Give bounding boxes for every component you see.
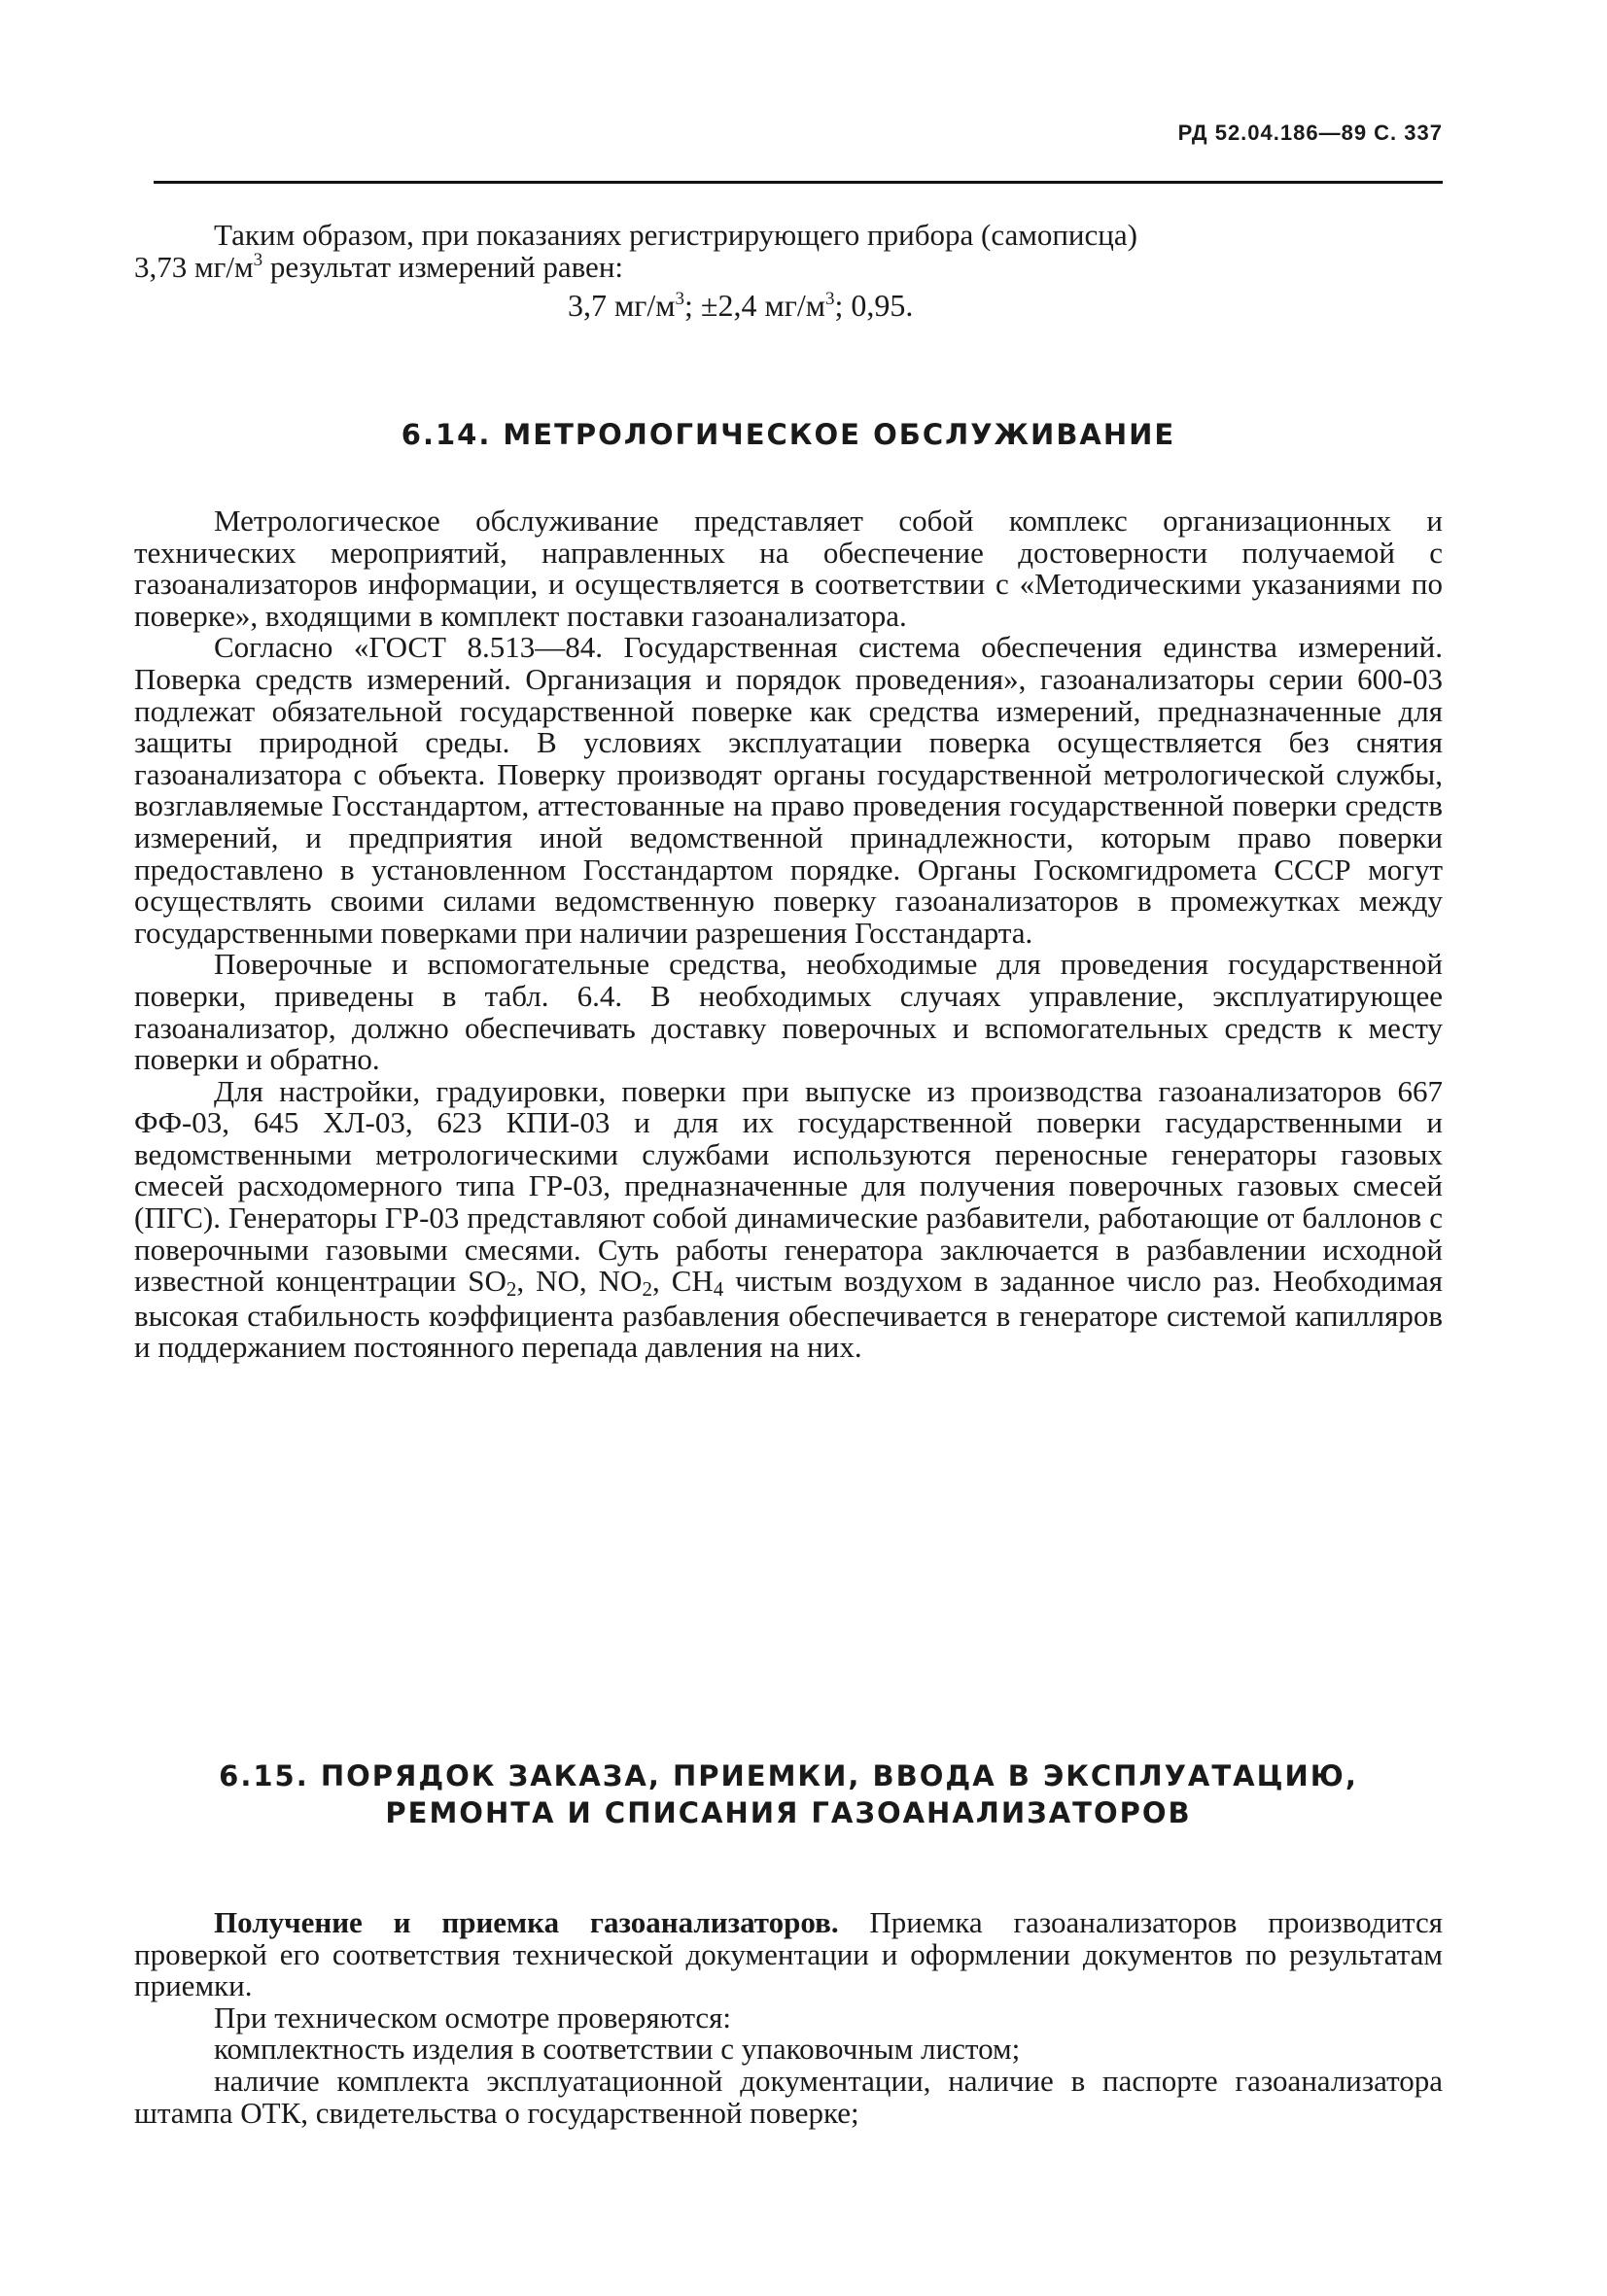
section-6-14-body bbox=[134, 505, 1443, 1364]
heading-line: 6.15. ПОРЯДОК ЗАКАЗА, ПРИЕМКИ, ВВОДА В ЭКСПЛУАТАЦИЮ, bbox=[219, 1759, 1358, 1792]
intro-block bbox=[134, 220, 1443, 288]
running-header: РД 52.04.186—89 С. 337 bbox=[1177, 121, 1443, 145]
paragraph: комплектность изделия в соответствии с упаковочным листом; bbox=[214, 2032, 1021, 2067]
section-heading-6-15 bbox=[134, 1757, 1443, 1831]
paragraph: Метрологическое обслуживание представляет собой комплекс организационных и технических мероприятий, направленных на обеспечение достоверности получаемой с газоанализаторов информации, и осуществляется в соответствии с «Методическими указаниями по поверке», входящими в комплект поставки газоанализатора. bbox=[134, 504, 1443, 633]
header-rule bbox=[154, 181, 1443, 184]
paragraph: Получение и приемка газоанализаторов. Приемка газоанализаторов производится проверкой его соответствия технической документации и оформлении документов по результатам приемки. bbox=[134, 1905, 1443, 2003]
intro-line-2: 3,73 $мг/м^3$ результат измерений равен: bbox=[134, 249, 624, 284]
paragraph: При техническом осмотре проверяются: bbox=[214, 2000, 731, 2035]
paragraph: Для настройки, градуировки, поверки при выпуске из производства газоанализаторов 667 ФФ-03, 645 ХЛ-03, 623 КПИ-03 и для их государственной поверки гасударственными и ведомственными метрологическими службами используются переносные генераторы газовых смесей расходомерного типа ГР-03, предназначенные для получения поверочных газовых смесей (ПГС). Генераторы ГР-03 представляют собой динамические разбавители, работающие от баллонов с поверочными газовыми смесями. Суть работы генератора заключается в разбавлении исходной известной концентрации SO2, NO, NO2, CH4 чистым воздухом в заданное число раз. Необходимая высокая стабильность коэффициента разбавления обеспечивается в генераторе системой капилляров и поддержанием постоянного перепада давления на них. bbox=[134, 1073, 1443, 1365]
heading-line: РЕМОНТА И СПИСАНИЯ ГАЗОАНАЛИЗАТОРОВ bbox=[385, 1796, 1192, 1829]
section-heading-6-14: 6.14. МЕТРОЛОГИЧЕСКОЕ ОБСЛУЖИВАНИЕ bbox=[401, 418, 1176, 451]
intro-line-1: Таким образом, при показаниях регистрирующего прибора (самописца) bbox=[214, 218, 1137, 252]
run-in-heading: Получение и приемка газоанализаторов. bbox=[214, 1905, 839, 1939]
paragraph: наличие комплекта эксплуатационной документации, наличие в паспорте газоанализатора штампа ОТК, свидетельства о государственной поверке; bbox=[134, 2063, 1443, 2130]
paragraph: Поверочные и вспомогательные средства, необходимые для проведения государственной поверки, приведены в табл. 6.4. В необходимых случаях управление, эксплуатирующее газоанализатор, должно обеспечивать доставку поверочных и вспомогательных средств к месту поверки и обратно. bbox=[134, 947, 1443, 1077]
section-6-15-body bbox=[134, 1907, 1443, 2129]
measurement-result-formula: 3,7 $мг/м^3$; ±2,4 $мг/м^3$; 0,95. bbox=[568, 288, 914, 323]
paragraph: Согласно «ГОСТ 8.513—84. Государственная система обеспечения единства измерений. Поверка средств измерений. Организация и порядок проведения», газоанализаторы серии 600-03 подлежат обязательной государственной поверке как средства измерений, предназначенные для защиты природной среды. В условиях эксплуатации поверка осуществляется без снятия газоанализатора с объекта. Поверку производят органы государственной метрологической службы, возглавляемые Госстандартом, аттестованные на право проведения государственной поверки средств измерений, и предприятия иной ведомственной принадлежности, которым право поверки предоставлено в установленном Госстандартом порядке. Органы Госкомгидромета СССР могут осуществлять своими силами ведомственную поверку газоанализаторов в промежутках между государственными поверками при наличии разрешения Госстандарта. bbox=[134, 630, 1443, 950]
